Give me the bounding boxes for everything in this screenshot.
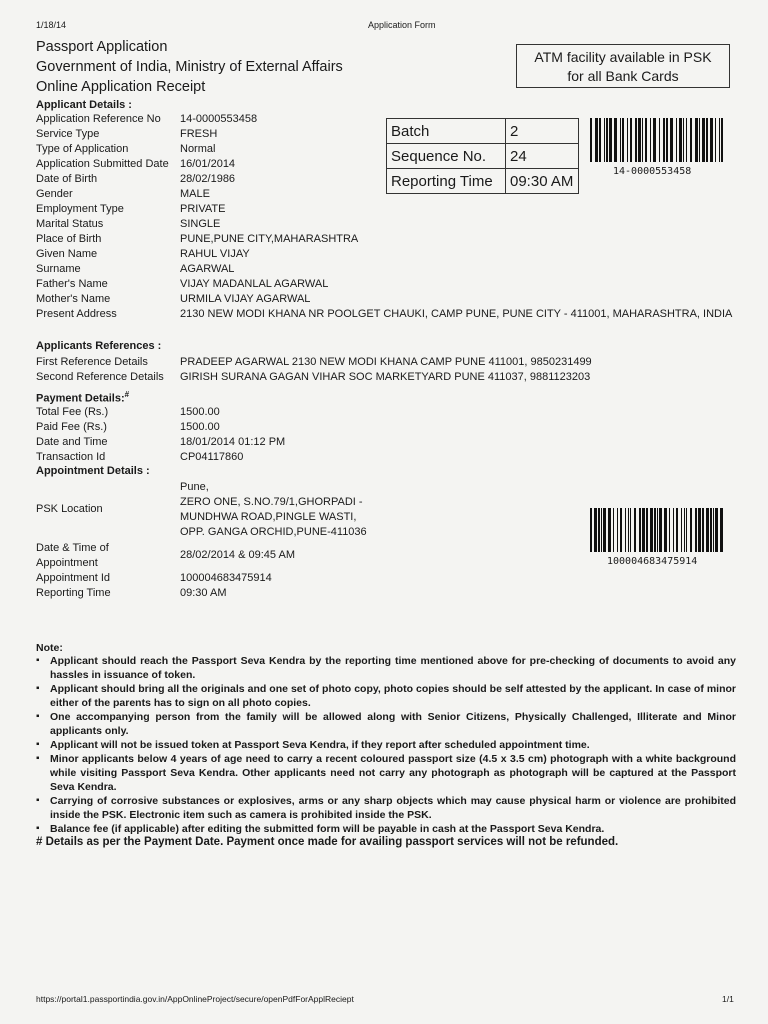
field-value: 09:30 AM [180, 587, 227, 599]
field-label: Father's Name [36, 278, 108, 290]
field-label: Transaction Id [36, 451, 106, 463]
field-label: Present Address [36, 308, 117, 320]
note-item: ▪ Carrying of corrosive substances or explosives, arms or any sharp objects which may cause physical harm or violence are prohibited inside the PSK. Electronic item such as camera is prohibited inside the PSK. [36, 794, 736, 822]
field-label: Place of Birth [36, 233, 102, 245]
field-value: 14-0000553458 [180, 113, 258, 125]
field-label: First Reference Details [36, 356, 148, 368]
field-label: Application Reference No [36, 113, 161, 125]
note-item: ▪ One accompanying person from the family will be allowed along with Senior Citizens, Physically Challenged, Illiterate and Minor applicants only. [36, 710, 736, 738]
field-label: Gender [36, 188, 73, 200]
note-item: ▪ Applicant should bring all the originals and one set of photo copy, photo copies should be self attested by the applicant. In case of minor either of the parents has to sign on all photo copies. [36, 682, 736, 710]
page-url: https://portal1.passportindia.gov.in/AppOnlineProject/secure/openPdfForApplReciept [36, 994, 354, 1004]
field-label: Surname [36, 263, 81, 275]
reporting-time-label: Reporting Time [387, 169, 506, 194]
payment-heading-mark: # [124, 390, 130, 399]
field-label: Service Type [36, 128, 100, 140]
doc-title-2: Government of India, Ministry of External Affairs [36, 59, 343, 75]
barcode-appointment-text: 100004683475914 [607, 556, 698, 567]
note-item: ▪ Applicant will not be issued token at Passport Seva Kendra, if they report after scheduled appointment time. [36, 738, 736, 752]
field-label: Date of Birth [36, 173, 98, 185]
batch-label: Batch [387, 119, 506, 144]
field-value: CP04117860 [180, 451, 244, 463]
references-heading: Applicants References : [36, 340, 162, 352]
field-value: 1500.00 [180, 421, 220, 433]
appointment-datetime-label [36, 541, 186, 571]
psk-line: MUNDHWA ROAD,PINGLE WASTI, [180, 511, 357, 523]
field-value: MALE [180, 188, 210, 200]
doc-title-1: Passport Application [36, 39, 168, 55]
note-item: ▪ Applicant should reach the Passport Seva Kendra by the reporting time mentioned above for pre-checking of documents to avoid any hassles in issuance of token. [36, 654, 736, 682]
page-number: 1/1 [722, 994, 734, 1004]
appointment-datetime-label-line: Appointment [36, 557, 98, 569]
field-label: Mother's Name [36, 293, 111, 305]
batch-value: 2 [506, 119, 579, 144]
field-value: PRIVATE [180, 203, 226, 215]
psk-line: ZERO ONE, S.NO.79/1,GHORPADI - [180, 496, 363, 508]
field-label: Application Submitted Date [36, 158, 169, 170]
print-title: Application Form [368, 20, 436, 30]
field-value: 28/02/1986 [180, 173, 236, 185]
field-value: URMILA VIJAY AGARWAL [180, 293, 311, 305]
applicant-details [36, 112, 736, 337]
field-value: Normal [180, 143, 216, 155]
print-date: 1/18/14 [36, 20, 67, 30]
psk-location-value [180, 480, 740, 540]
field-label: Paid Fee (Rs.) [36, 421, 107, 433]
field-label: Total Fee (Rs.) [36, 406, 109, 418]
field-label: Reporting Time [36, 587, 111, 599]
field-label: Date and Time [36, 436, 108, 448]
field-value: PUNE,PUNE CITY,MAHARASHTRA [180, 233, 359, 245]
sequence-value: 24 [506, 144, 579, 169]
field-value: FRESH [180, 128, 218, 140]
atm-notice-box [516, 44, 730, 88]
psk-line: OPP. GANGA ORCHID,PUNE-411036 [180, 526, 367, 538]
appointment-details [36, 480, 736, 600]
notes-section [36, 642, 736, 848]
appointment-datetime-label-line: Date & Time of [36, 542, 109, 554]
field-value: 2130 NEW MODI KHANA NR POOLGET CHAUKI, CAMP PUNE, PUNE CITY - 411001, MAHARASHTRA, INDIA [180, 308, 733, 320]
atm-notice-line-2: for all Bank Cards [567, 68, 679, 84]
field-label: Appointment Id [36, 572, 110, 584]
field-value: VIJAY MADANLAL AGARWAL [180, 278, 329, 290]
note-item: ▪ Minor applicants below 4 years of age need to carry a recent coloured passport size (4.5 x 3.5 cm) photograph with a white background while visiting Passport Seva Kendra. Other applicants need not carry any photograph as photograph will be captured at the Passport Seva Kendra. [36, 752, 736, 794]
field-value: 1500.00 [180, 406, 220, 418]
field-value: 100004683475914 [180, 572, 272, 584]
applicant-heading: Applicant Details : [36, 99, 132, 111]
sequence-label: Sequence No. [387, 144, 506, 169]
field-value: 16/01/2014 [180, 158, 236, 170]
payment-details [36, 405, 736, 465]
payment-heading [36, 390, 129, 405]
payment-heading-text: Payment Details: [36, 392, 125, 405]
field-value: PRADEEP AGARWAL 2130 NEW MODI KHANA CAMP PUNE 411001, 9850231499 [180, 356, 592, 368]
appointment-datetime-value: 28/02/2014 & 09:45 AM [180, 549, 295, 561]
field-value: GIRISH SURANA GAGAN VIHAR SOC MARKETYARD PUNE 411037, 9881123203 [180, 371, 591, 383]
psk-location-label: PSK Location [36, 503, 103, 515]
field-value: AGARWAL [180, 263, 235, 275]
field-value: 18/01/2014 01:12 PM [180, 436, 286, 448]
field-label: Type of Application [36, 143, 129, 155]
atm-notice-line-1: ATM facility available in PSK [534, 49, 712, 65]
doc-title-3: Online Application Receipt [36, 79, 206, 95]
appointment-heading: Appointment Details : [36, 465, 150, 477]
field-value: RAHUL VIJAY [180, 248, 250, 260]
payment-footnote: # Details as per the Payment Date. Payment once made for availing passport services will not be refunded. [36, 836, 619, 848]
psk-line: Pune, [180, 481, 209, 493]
reporting-time-value: 09:30 AM [506, 169, 579, 194]
field-label: Marital Status [36, 218, 104, 230]
field-label: Given Name [36, 248, 98, 260]
reference-details [36, 355, 736, 385]
notes-list [36, 654, 736, 836]
field-value: SINGLE [180, 218, 221, 230]
barcode-application-text: 14-0000553458 [613, 166, 692, 177]
field-label: Second Reference Details [36, 371, 164, 383]
field-label: Employment Type [36, 203, 124, 215]
notes-title: Note: [36, 642, 63, 654]
note-item: ▪ Balance fee (if applicable) after editing the submitted form will be payable in cash at the Passport Seva Kendra. [36, 822, 736, 836]
